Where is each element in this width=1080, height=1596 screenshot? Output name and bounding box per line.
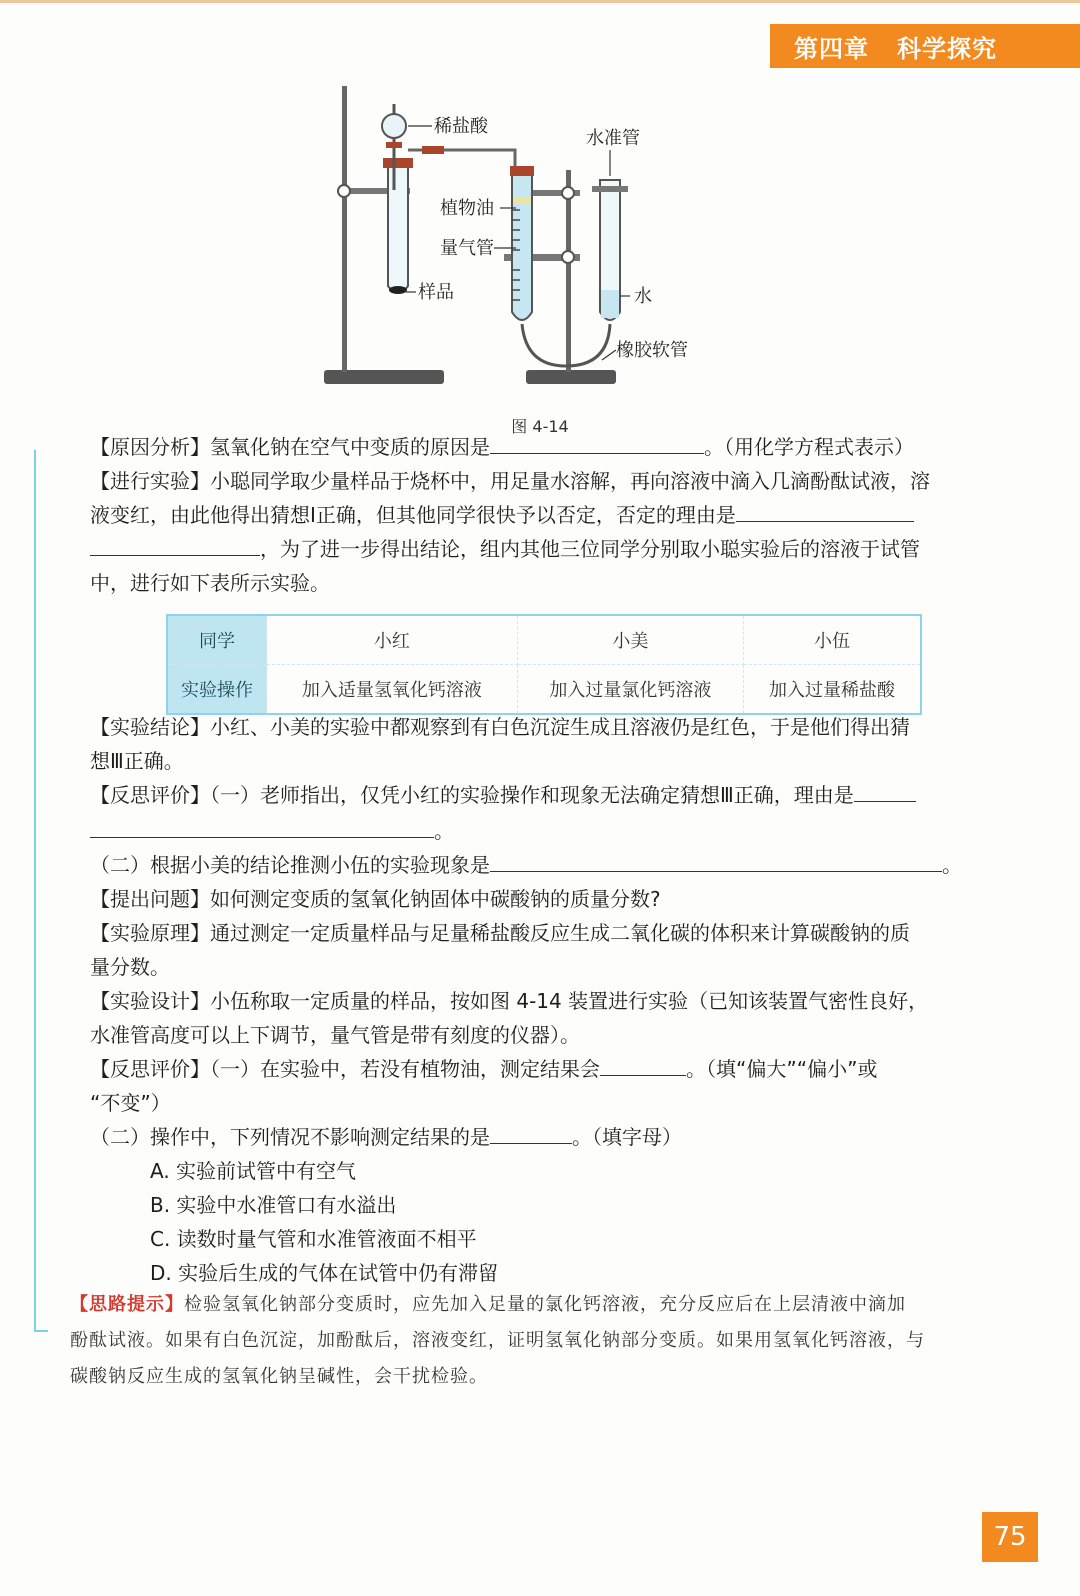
figure-caption: 图 4-14 bbox=[511, 417, 569, 436]
label-sample: 样品 bbox=[418, 282, 454, 303]
chapter-header bbox=[770, 24, 1080, 68]
label-oil: 植物油 bbox=[440, 198, 494, 219]
principle-line-2: 量分数。 bbox=[90, 955, 170, 979]
table-cell: 加入过量稀盐酸 bbox=[743, 665, 921, 715]
option-b: B. 实验中水准管口有水溢出 bbox=[150, 1193, 397, 1217]
chapter-number: 第四章 bbox=[794, 34, 869, 63]
experiment-table bbox=[166, 614, 922, 715]
principle-line-1: 【实验原理】通过测定一定质量样品与足量稀盐酸反应生成二氧化碳的体积来计算碳酸钠的质 bbox=[90, 921, 910, 945]
hint-line-3: 碳酸钠反应生成的氢氧化钠呈碱性，会干扰检验。 bbox=[70, 1366, 488, 1387]
option-c: C. 读数时量气管和水准管液面不相平 bbox=[150, 1227, 477, 1251]
reflection-3-line-1: 【反思评价】（一）在实验中，若没有植物油，测定结果会 。（填“偏大”“偏小”或 bbox=[90, 1052, 1010, 1086]
conclusion-line-1: 【实验结论】小红、小美的实验中都观察到有白色沉淀生成且溶液仍是红色，于是他们得出猜 bbox=[90, 715, 910, 739]
option-d: D. 实验后生成的气体在试管中仍有滞留 bbox=[150, 1261, 499, 1285]
table-row bbox=[167, 615, 921, 665]
table-cell: 实验操作 bbox=[167, 665, 267, 715]
side-bracket bbox=[34, 450, 36, 1330]
table-cell: 同学 bbox=[167, 615, 267, 665]
top-rule bbox=[0, 0, 1080, 3]
table-cell: 小伍 bbox=[743, 615, 921, 665]
hint-tag: 【思路提示】 bbox=[70, 1294, 184, 1315]
stopper bbox=[383, 158, 413, 168]
reflection-2: （二）根据小美的结论推测小伍的实验现象是 。 bbox=[90, 848, 1010, 882]
conclusion-line-2: 想Ⅲ正确。 bbox=[90, 749, 184, 773]
table-cell: 小美 bbox=[517, 615, 743, 665]
design-line-2: 水准管高度可以上下调节，量气管是带有刻度的仪器）。 bbox=[90, 1023, 580, 1047]
label-water-level-tube: 水准管 bbox=[586, 128, 640, 149]
hint-line-2: 酚酞试液。如果有白色沉淀，加酚酞后，溶液变红，证明氢氧化钠部分变质。如果用氢氧化钙溶液，与 bbox=[70, 1330, 925, 1351]
page-number: 75 bbox=[982, 1512, 1038, 1562]
gas-measuring-tube bbox=[512, 170, 532, 320]
table-cell: 小红 bbox=[267, 615, 518, 665]
reflection-3-line-2: “不变”） bbox=[90, 1091, 171, 1115]
separating-funnel bbox=[382, 114, 406, 138]
experiment-line-2: 液变红，由此他得出猜想Ⅰ正确，但其他同学很快予以否定，否定的理由是 bbox=[90, 498, 1010, 532]
table-cell: 加入适量氢氧化钙溶液 bbox=[267, 665, 518, 715]
experiment-line-1: 【进行实验】小聪同学取少量样品于烧杯中，用足量水溶解，再向溶液中滴入几滴酚酞试液，溶 bbox=[90, 469, 930, 493]
question: 【提出问题】如何测定变质的氢氧化钠固体中碳酸钠的质量分数? bbox=[90, 887, 661, 911]
test-tube bbox=[388, 166, 408, 293]
design-line-1: 【实验设计】小伍称取一定质量的样品，按如图 4-14 装置进行实验（已知该装置气密性良好， bbox=[90, 989, 929, 1013]
left-stand-rod bbox=[342, 86, 347, 372]
experiment-line-4: 中，进行如下表所示实验。 bbox=[90, 571, 330, 595]
left-stand-base bbox=[324, 370, 444, 384]
reflection-1-line-2: 。 bbox=[90, 814, 1010, 848]
side-bracket-foot bbox=[34, 1330, 48, 1332]
table-cell: 加入过量氯化钙溶液 bbox=[517, 665, 743, 715]
right-stand-rod bbox=[566, 170, 571, 372]
chapter-title: 科学探究 bbox=[897, 34, 997, 63]
label-gas-tube: 量气管 bbox=[440, 238, 494, 259]
right-stand-base bbox=[526, 370, 616, 384]
reflection-4: （二）操作中，下列情况不影响测定结果的是 。（填字母） bbox=[90, 1120, 1010, 1154]
apparatus-figure bbox=[310, 80, 730, 400]
sample-mark bbox=[389, 286, 407, 294]
experiment-line-3: ，为了进一步得出结论，组内其他三位同学分别取小聪实验后的溶液于试管 bbox=[90, 532, 1010, 566]
table-row bbox=[167, 665, 921, 715]
label-hose: 橡胶软管 bbox=[616, 340, 688, 361]
option-a: A. 实验前试管中有空气 bbox=[150, 1159, 357, 1183]
hint-line-1: 【思路提示】检验氢氧化钠部分变质时，应先加入足量的氯化钙溶液，充分反应后在上层清液中滴加 bbox=[70, 1294, 906, 1315]
reflection-1-line-1: 【反思评价】（一）老师指出，仅凭小红的实验操作和现象无法确定猜想Ⅲ正确，理由是 bbox=[90, 778, 1010, 812]
label-water: 水 bbox=[634, 286, 652, 307]
cause-analysis: 【原因分析】氢氧化钠在空气中变质的原因是 。（用化学方程式表示） bbox=[90, 430, 1010, 464]
label-acid: 稀盐酸 bbox=[434, 116, 488, 137]
